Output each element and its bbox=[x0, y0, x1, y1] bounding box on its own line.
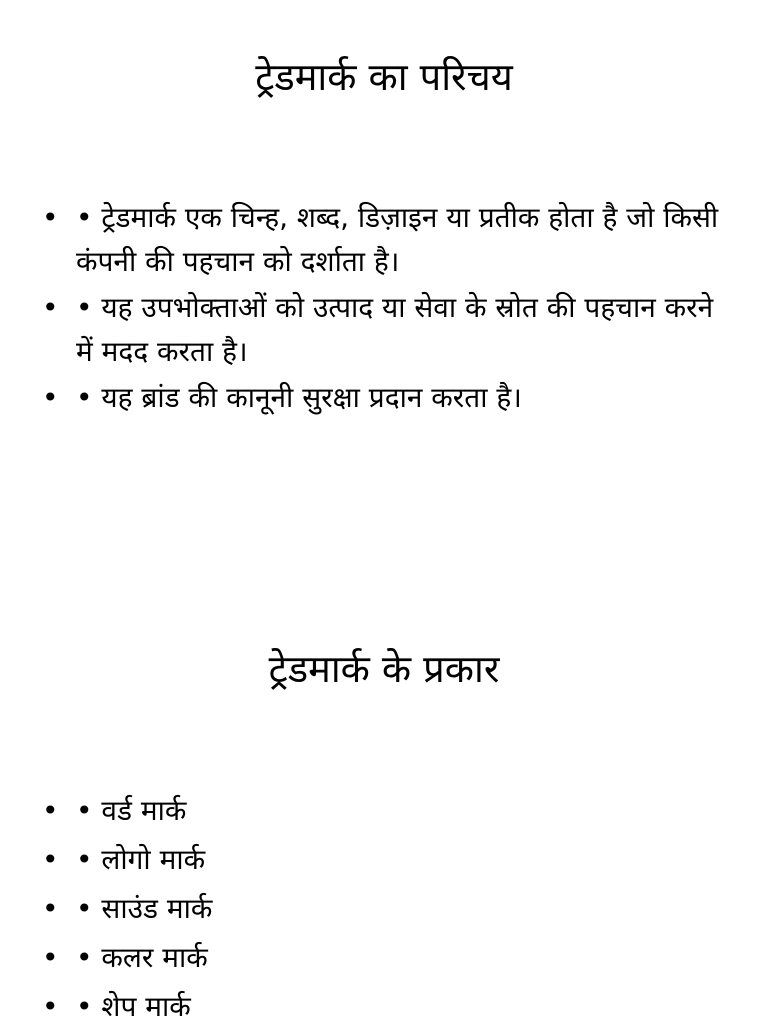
bullet-text: • ट्रेडमार्क एक चिन्ह, शब्द, डिज़ाइन या प्रतीक होता है जो किसी कंपनी की पहचान को दर्शाता है। bbox=[76, 201, 719, 278]
bullet-text: • कलर मार्क bbox=[76, 941, 208, 974]
list-item bbox=[40, 884, 730, 933]
bullet-marker: • bbox=[42, 843, 59, 876]
bullet-list bbox=[40, 196, 730, 422]
bullet-text: • शेप मार्क bbox=[76, 990, 191, 1023]
bullet-text: • यह ब्रांड की कानूनी सुरक्षा प्रदान करता है। bbox=[76, 381, 522, 414]
bullet-text: • यह उपभोक्ताओं को उत्पाद या सेवा के स्रोत की पहचान करने में मदद करता है। bbox=[76, 291, 714, 368]
bullet-marker: • bbox=[42, 794, 59, 827]
list-item bbox=[40, 786, 730, 835]
slide-introduction bbox=[0, 0, 768, 512]
bullet-marker: • bbox=[42, 381, 59, 414]
slide-title: ट्रेडमार्क के प्रकार bbox=[268, 647, 500, 691]
list-item bbox=[40, 376, 730, 420]
bullet-text: • लोगो मार्क bbox=[76, 843, 206, 876]
bullet-marker: • bbox=[42, 990, 59, 1023]
bullet-text: • वर्ड मार्क bbox=[76, 794, 187, 827]
bullet-marker: • bbox=[42, 941, 59, 974]
bullet-marker: • bbox=[42, 892, 59, 925]
bullet-text: • साउंड मार्क bbox=[76, 892, 213, 925]
bullet-marker: • bbox=[42, 201, 59, 234]
list-item bbox=[40, 835, 730, 884]
bullet-list bbox=[40, 786, 730, 1031]
list-item bbox=[40, 933, 730, 982]
list-item bbox=[40, 286, 730, 374]
slide-types bbox=[0, 590, 768, 1024]
list-item bbox=[40, 196, 730, 284]
slide-title: ट्रेडमार्क का परिचय bbox=[255, 55, 513, 99]
bullet-marker: • bbox=[42, 291, 59, 324]
